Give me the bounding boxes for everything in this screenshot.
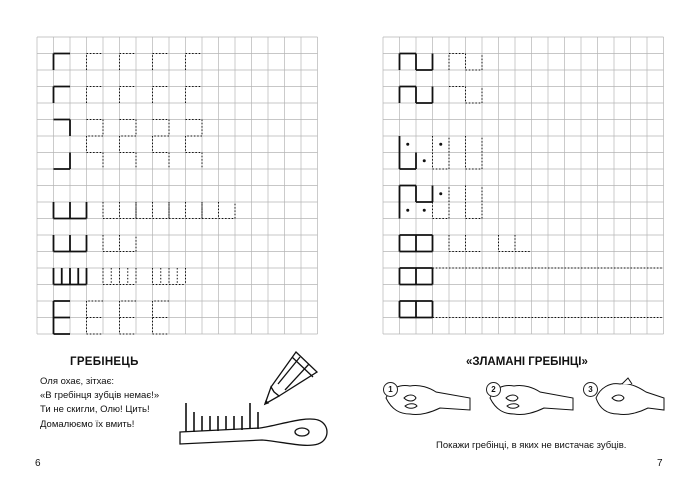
pencil-icon [265,352,317,404]
exercise-instruction: Покажи гребінці, в яких не вистачає зубців. [436,440,627,451]
right-grid [383,37,664,334]
page-number-left: 6 [35,458,41,469]
hand-step-3 [596,378,664,415]
left-grid [37,37,318,334]
left-comb-patterns [54,54,236,335]
hand-step-1 [386,385,470,414]
poem-title: ГРЕБІНЕЦЬ [70,356,139,368]
comb-icon [180,403,327,445]
step-badge-3: 3 [583,382,598,397]
step-badge-2: 2 [486,382,501,397]
page-number-right: 7 [657,458,663,469]
step-badge-1: 1 [383,382,398,397]
hand-step-2 [490,385,573,414]
hand-gesture-icon [386,378,664,415]
exercise-title: «ЗЛАМАНІ ГРЕБІНЦІ» [466,356,588,368]
poem-text: Оля охає, зітхає: «В гребінця зубців немає!» Ти не скигли, Олю! Цить! Домалюємо їх вмить! [40,376,160,430]
